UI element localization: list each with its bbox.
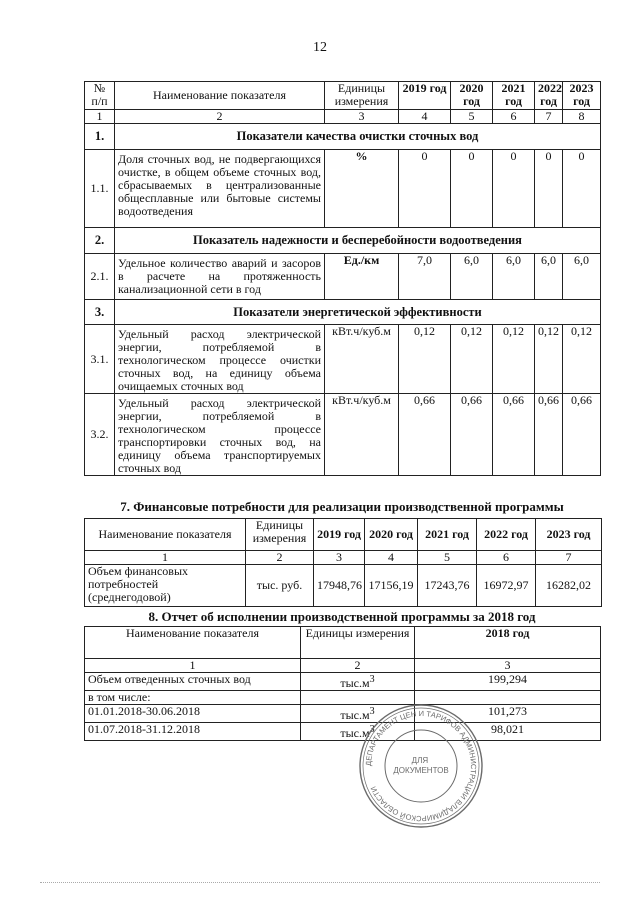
header-name: Наименование показателя (115, 82, 325, 110)
section-7-title: 7. Финансовые потребности для реализации производственной программы (120, 499, 564, 514)
stamp-center-line-1: ДЛЯ (411, 756, 429, 765)
header-year: 2020 год (451, 82, 493, 110)
row-value: 17156,19 (365, 565, 418, 607)
section-num: 3. (85, 300, 115, 325)
col-number: 1 (85, 551, 246, 565)
unit-text: тыс.м (340, 708, 370, 722)
indicators-table (84, 81, 601, 476)
section-row (85, 300, 601, 325)
col-number: 3 (314, 551, 365, 565)
col-number: 8 (563, 110, 601, 124)
col-number: 2 (246, 551, 314, 565)
row-value: 101,273 (415, 705, 601, 723)
stamp-center-line-2: ДОКУМЕНТОВ (393, 766, 449, 775)
section-8-title: 8. Отчет об исполнении производственной программы за 2018 год (148, 609, 536, 624)
table-row (85, 394, 601, 476)
row-value: 0,66 (451, 394, 493, 476)
row-value: 0 (563, 150, 601, 228)
row-name: Удельный расход электрической энергии, потребляемой в технологическом процессе транспортировки сточных вод, на единицу объема транспортируемых сточных вод (115, 394, 325, 476)
financial-table (84, 518, 602, 607)
official-stamp (358, 703, 484, 829)
row-name: Удельное количество аварий и засоров в расчете на протяженность канализационной сети в год (115, 254, 325, 300)
table-header-row (85, 627, 601, 659)
row-unit: кВт.ч/куб.м (325, 394, 399, 476)
section-row (85, 124, 601, 150)
table-header-row (85, 82, 601, 110)
row-value: 6,0 (563, 254, 601, 300)
row-value: 0,12 (535, 325, 563, 394)
report-table (84, 626, 601, 741)
row-value: 0,12 (451, 325, 493, 394)
section-row (85, 228, 601, 254)
header-unit: Единицы измерения (301, 627, 415, 659)
col-number: 1 (85, 110, 115, 124)
table-row (85, 565, 602, 607)
col-number: 7 (535, 110, 563, 124)
col-number: 3 (325, 110, 399, 124)
table-row (85, 705, 601, 723)
header-unit: Единицы измерения (246, 519, 314, 551)
row-value: 17948,76 (314, 565, 365, 607)
row-value: 6,0 (535, 254, 563, 300)
table-header-row (85, 519, 602, 551)
header-unit: Единицы измерения (325, 82, 399, 110)
row-value: 6,0 (493, 254, 535, 300)
table-row (85, 673, 601, 691)
row-value: 0 (493, 150, 535, 228)
row-name: Удельный расход электрической энергии, потребляемой в технологическом процессе очистки сточных вод, на единицу объема очищаемых сточных вод (115, 325, 325, 394)
header-year: 2019 год (314, 519, 365, 551)
table-row (85, 150, 601, 228)
table-row (85, 723, 601, 741)
row-value: 0,12 (563, 325, 601, 394)
row-name: 01.01.2018-30.06.2018 (85, 705, 301, 723)
header-year: 2021 год (418, 519, 477, 551)
unit-text: тыс.м (340, 726, 370, 740)
row-value: 0,66 (535, 394, 563, 476)
section-num: 2. (85, 228, 115, 254)
col-number: 4 (399, 110, 451, 124)
header-name: Наименование показателя (85, 627, 301, 659)
unit-sup: 3 (369, 706, 375, 717)
header-year: 2023 год (563, 82, 601, 110)
header-year: 2022 год (477, 519, 536, 551)
column-numbers-row (85, 110, 601, 124)
col-number: 5 (418, 551, 477, 565)
row-value: 0,66 (399, 394, 451, 476)
header-year: 2021 год (493, 82, 535, 110)
stamp-center-text (393, 756, 448, 775)
section-title: Показатели энергетической эффективности (115, 300, 601, 325)
row-name: Объем финансовых потребностей (среднегодовой) (85, 565, 246, 607)
header-year: 2020 год (365, 519, 418, 551)
row-unit: % (325, 150, 399, 228)
row-value: 0 (535, 150, 563, 228)
section-num: 1. (85, 124, 115, 150)
col-number: 3 (415, 659, 601, 673)
row-value: 0,66 (563, 394, 601, 476)
col-number: 6 (493, 110, 535, 124)
row-value: 17243,76 (418, 565, 477, 607)
row-value: 0,12 (399, 325, 451, 394)
section-title: Показатель надежности и бесперебойности водоотведения (115, 228, 601, 254)
unit-text: тыс.м (340, 676, 370, 690)
col-number: 7 (536, 551, 602, 565)
row-name: 01.07.2018-31.12.2018 (85, 723, 301, 741)
row-value: 0 (451, 150, 493, 228)
row-name: в том числе: (85, 691, 301, 705)
column-numbers-row (85, 659, 601, 673)
col-number: 4 (365, 551, 418, 565)
table-row (85, 254, 601, 300)
header-name: Наименование показателя (85, 519, 246, 551)
unit-sup: 3 (369, 674, 375, 685)
col-number: 2 (115, 110, 325, 124)
scan-artifact-line (40, 882, 600, 883)
row-unit: Ед./км (325, 254, 399, 300)
col-number: 5 (451, 110, 493, 124)
row-unit: тыс. руб. (246, 565, 314, 607)
row-num: 3.1. (85, 325, 115, 394)
row-value: 0,66 (493, 394, 535, 476)
row-value: 16972,97 (477, 565, 536, 607)
table-row (85, 325, 601, 394)
col-number: 6 (477, 551, 536, 565)
row-num: 2.1. (85, 254, 115, 300)
section-title: Показатели качества очистки сточных вод (115, 124, 601, 150)
row-unit: кВт.ч/куб.м (325, 325, 399, 394)
header-year: 2018 год (415, 627, 601, 659)
row-name: Объем отведенных сточных вод (85, 673, 301, 691)
header-year: 2023 год (536, 519, 602, 551)
stamp-ring-textpath: ДЕПАРТАМЕНТ ЦЕН И ТАРИФОВ АДМИНИСТРАЦИИ ВЛАДИМИРСКОЙ ОБЛАСТИ (363, 708, 479, 824)
row-value: 0,12 (493, 325, 535, 394)
row-value: 98,021 (415, 723, 601, 741)
page-number: 12 (313, 40, 327, 55)
row-num: 1.1. (85, 150, 115, 228)
col-number: 2 (301, 659, 415, 673)
column-numbers-row (85, 551, 602, 565)
header-num: № п/п (85, 82, 115, 110)
table-row (85, 691, 601, 705)
row-name: Доля сточных вод, не подвергающихся очистке, в общем объеме сточных вод, сбрасываемых в централизованные общесплавные или бытовые системы водоотведения (115, 150, 325, 228)
row-value: 7,0 (399, 254, 451, 300)
header-year: 2019 год (399, 82, 451, 110)
header-year: 2022 год (535, 82, 563, 110)
row-num: 3.2. (85, 394, 115, 476)
col-number: 1 (85, 659, 301, 673)
row-unit (301, 673, 415, 691)
unit-sup: 3 (369, 724, 375, 735)
row-value: 0 (399, 150, 451, 228)
row-value: 199,294 (415, 673, 601, 691)
row-value: 6,0 (451, 254, 493, 300)
row-value: 16282,02 (536, 565, 602, 607)
